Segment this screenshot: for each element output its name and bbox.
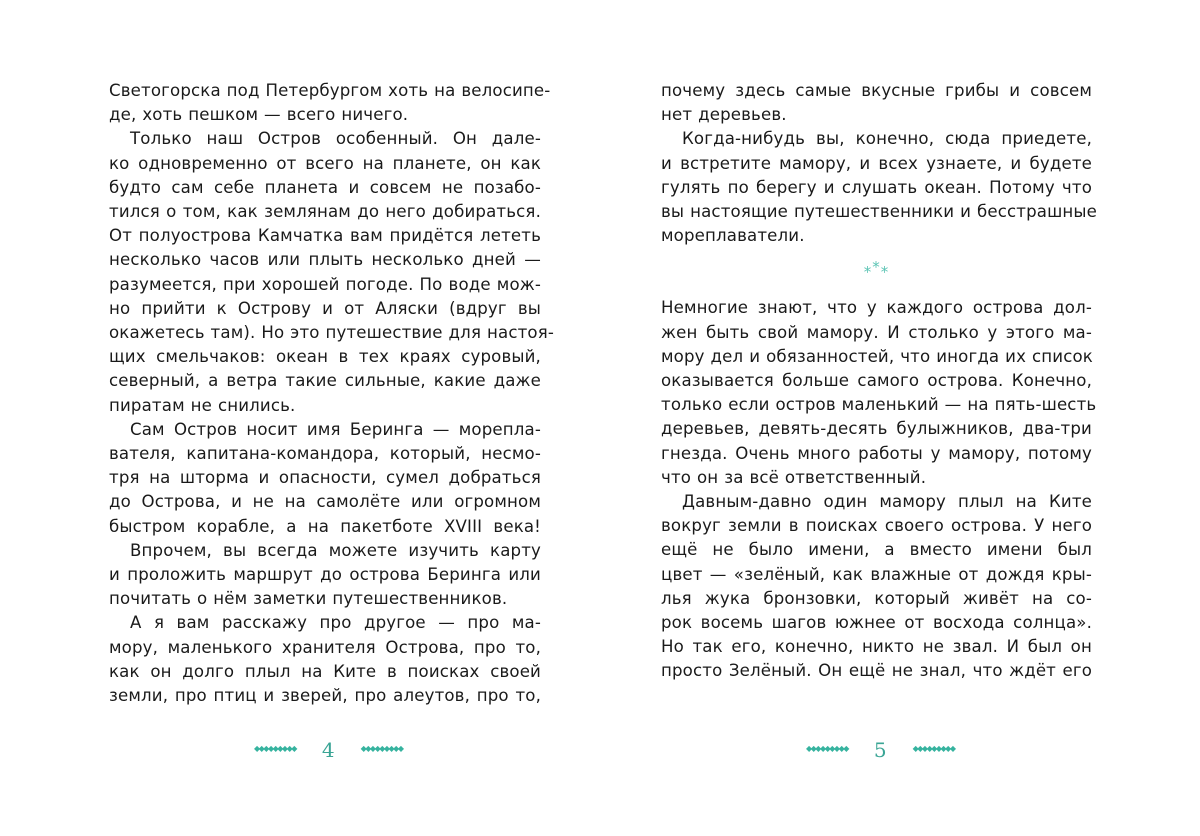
text-line: Немногие знают, что у каждого острова дол- [661, 298, 1092, 318]
asterism-section-break [661, 248, 1092, 296]
text-line: А я вам расскажу про другое — про ма- [130, 613, 541, 633]
right-page [600, 0, 1200, 836]
text-line: Впрочем, вы всегда можете изучить карту [130, 540, 541, 560]
text-line: как он долго плыл на Ките в поисках своей [109, 661, 541, 681]
diamond-ornament-right: ◆◆◆◆◆◆◆◆◆ [360, 744, 403, 753]
text-line: несколько часов или плыть несколько дней — [109, 250, 541, 270]
text-line: Сам Остров носит имя Беринга — морепла- [130, 419, 541, 439]
text-line: почему здесь самые вкусные грибы и совсем [661, 81, 1092, 100]
text-line: тря на шторма и опасности, сумел добраться [109, 468, 541, 488]
text-line: гнезда. Очень много работы у мамору, потому [661, 443, 1092, 463]
text-line: мору, маленького хранителя Острова, про то, [109, 637, 541, 657]
asterisk-star-icon: * [880, 263, 890, 282]
diamond-ornament-left: ◆◆◆◆◆◆◆◆◆ [806, 744, 848, 753]
text-before-break [661, 79, 1098, 248]
text-line: только если остров маленький — на пять-шесть [661, 395, 1097, 415]
text-line: деревьев, девять-десять булыжников, два-три [661, 419, 1092, 439]
text-line: и проложить маршрут до острова Беринга или [109, 565, 541, 585]
page-number: 4 [321, 738, 335, 762]
right-page-body-text [661, 79, 1098, 684]
text-line: вы настоящие путешественники и бесстрашные [661, 202, 1098, 222]
text-line: северный, а ветра такие сильные, какие даже [109, 371, 541, 391]
text-line: рок восемь шагов южнее от восхода солнца». [661, 613, 1092, 633]
text-line: быстром корабле, а на пакетботе XVIII века! [109, 516, 541, 536]
text-line: земли, про птиц и зверей, про алеутов, про то, [109, 686, 541, 706]
text-line: Только наш Остров особенный. Он дале- [130, 129, 541, 149]
text-line: ещё не было имени, а вместо имени был [661, 540, 1092, 560]
text-line: мору дел и обязанностей, что иногда их список [661, 346, 1093, 366]
text-line: вателя, капитана-командора, который, несмо- [109, 444, 541, 464]
page-number: 5 [873, 738, 887, 762]
diamond-ornament-right: ◆◆◆◆◆◆◆◆◆ [912, 744, 955, 753]
text-line: От полуострова Камчатка вам придётся лететь [109, 226, 541, 246]
text-line: тился о том, как землянам до него добираться. [109, 202, 541, 222]
right-page-footer [806, 734, 954, 764]
text-line: Но так его, конечно, никто не звал. И был он [661, 637, 1092, 657]
text-line: почитать о нём заметки путешественников. [109, 589, 508, 609]
diamond-ornament-left: ◆◆◆◆◆◆◆◆◆ [254, 744, 296, 753]
text-line: будто сам себе планета и совсем не позабо- [109, 177, 541, 197]
left-page-body-text [109, 79, 554, 708]
text-line: гулять по берегу и слушать океан. Потому что [661, 177, 1092, 197]
text-line: нет деревьев. [661, 105, 787, 125]
text-line: лья жука бронзовки, который живёт на со- [661, 588, 1092, 608]
text-after-break [661, 296, 1097, 683]
asterisk-star-icon: * [863, 263, 873, 282]
text-line: Светогорска под Петербургом хоть на велосипе- [109, 81, 551, 100]
text-line: окажетесь там). Но это путешествие для настоя- [109, 323, 554, 343]
text-line: оказывается больше самого острова. Конечно, [661, 371, 1092, 391]
text-line: пиратам не снились. [109, 395, 296, 415]
text-line: цвет — «зелёный, как влажные от дождя кры- [661, 564, 1092, 584]
text-line: Когда-нибудь вы, конечно, сюда приедете, [682, 129, 1092, 149]
text-line: что он за всё ответственный. [661, 467, 927, 487]
text-line: и встретите мамору, и всех узнаете, и будете [661, 153, 1092, 173]
text-line: мореплаватели. [661, 226, 805, 246]
text-line: просто Зелёный. Он ещё не знал, что ждёт его [661, 661, 1092, 681]
text-line: вокруг земли в поисках своего острова. У него [661, 516, 1092, 536]
text-line: ко одновременно от всего на планете, он как [109, 153, 541, 173]
text-line: до Острова, и не на самолёте или огромном [109, 492, 541, 512]
text-line: щих смельчаков: океан в тех краях суровый, [109, 347, 541, 367]
left-page-footer [254, 734, 402, 764]
asterisk-star-icon: * [872, 258, 881, 277]
text-line: но прийти к Острову и от Аляски (вдруг вы [109, 298, 541, 318]
text-line: Давным-давно один мамору плыл на Ките [682, 492, 1092, 512]
text-line: разумеется, при хорошей погоде. По воде мож- [109, 274, 541, 294]
text-line: де, хоть пешком — всего ничего. [109, 105, 409, 125]
text-line: жен быть свой мамору. И столько у этого ма- [661, 322, 1092, 342]
